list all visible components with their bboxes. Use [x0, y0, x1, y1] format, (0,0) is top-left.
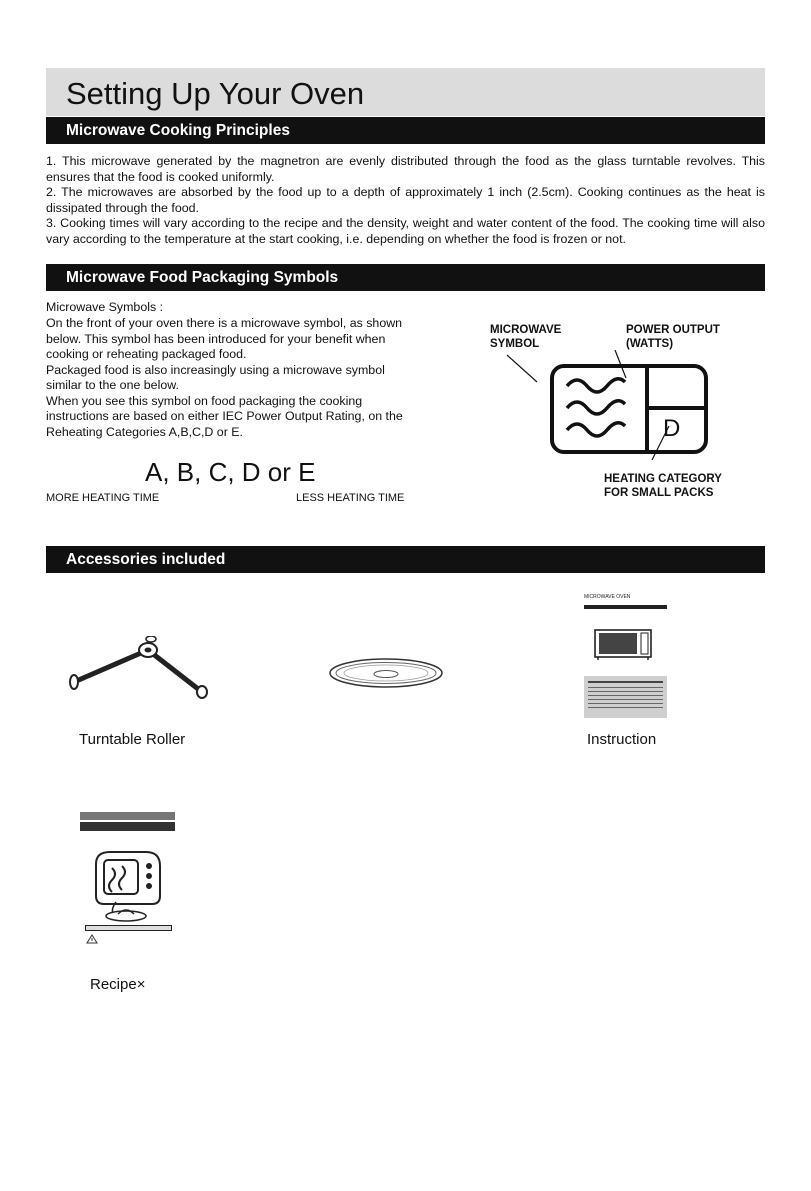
- principle-paragraph-1: 1. This microwave generated by the magnetron are evenly distributed through the food as the glass turntable revolves. This ensures that the food is cooked uniformly.: [46, 154, 765, 184]
- warning-icon: [86, 934, 98, 944]
- packaging-line: When you see this symbol on food packaging the cooking: [46, 394, 363, 408]
- diagram-label-power-output-2: (WATTS): [626, 338, 674, 350]
- instruction-manual-icon: [584, 594, 667, 718]
- section-heading-principles: Microwave Cooking Principles: [46, 117, 765, 144]
- packaging-line: On the front of your oven there is a microwave symbol, as shown: [46, 316, 403, 330]
- accessory-caption-instruction: Instruction: [587, 731, 657, 748]
- heating-categories: A, B, C, D or E: [145, 457, 316, 487]
- packaging-line: similar to the one below.: [46, 378, 179, 392]
- principle-paragraph-3: 3. Cooking times will vary according to the recipe and the density, weight and water content of the food. The cooking time will also vary according to the temperature at the start cooking, i.e. depending on whether the food is frozen or not.: [46, 216, 765, 246]
- page-title: Setting Up Your Oven: [66, 76, 365, 111]
- diagram-label-heating-category-1: HEATING CATEGORY: [604, 473, 722, 485]
- packaging-line: instructions are based on either IEC Power Output Rating, on the: [46, 409, 403, 423]
- recipe-book-icon: [80, 812, 175, 952]
- diagram-label-power-output-1: POWER OUTPUT: [626, 324, 720, 336]
- packaging-line: Microwave Symbols :: [46, 300, 164, 314]
- diagram-label-microwave-symbol-1: MICROWAVE: [490, 324, 562, 336]
- more-heating-time-label: MORE HEATING TIME: [46, 492, 160, 504]
- section-heading-accessories: Accessories included: [46, 546, 765, 573]
- diagram-category-letter: D: [663, 415, 681, 442]
- principle-paragraph-2: 2. The microwaves are absorbed by the food up to a depth of approximately 1 inch (2.5cm). Cooking continues as the heat is dissipated through the food.: [46, 185, 765, 215]
- microwave-cartoon-icon: [86, 844, 170, 924]
- section-heading-packaging: Microwave Food Packaging Symbols: [46, 264, 765, 291]
- less-heating-time-label: LESS HEATING TIME: [296, 492, 405, 504]
- microwave-symbol-icon: [495, 350, 725, 475]
- packaging-line: Packaged food is also increasingly using a microwave symbol: [46, 363, 385, 377]
- accessory-caption-turntable-roller: Turntable Roller: [79, 731, 186, 748]
- turntable-roller-icon: [66, 636, 212, 700]
- packaging-line: Reheating Categories A,B,C,D or E.: [46, 425, 243, 439]
- microwave-oven-icon: [594, 629, 652, 661]
- accessory-caption-recipe: Recipe×: [90, 976, 146, 993]
- diagram-label-heating-category-2: FOR SMALL PACKS: [604, 487, 714, 499]
- packaging-line: below. This symbol has been introduced for your benefit when: [46, 332, 386, 346]
- diagram-label-microwave-symbol-2: SYMBOL: [490, 338, 540, 350]
- glass-tray-icon: [328, 656, 444, 690]
- packaging-line: cooking or reheating packaged food.: [46, 347, 247, 361]
- manual-cover-band: [584, 605, 667, 609]
- manual-page-preview: [584, 676, 667, 718]
- manual-cover-title: MICROWAVE OVEN: [584, 594, 631, 600]
